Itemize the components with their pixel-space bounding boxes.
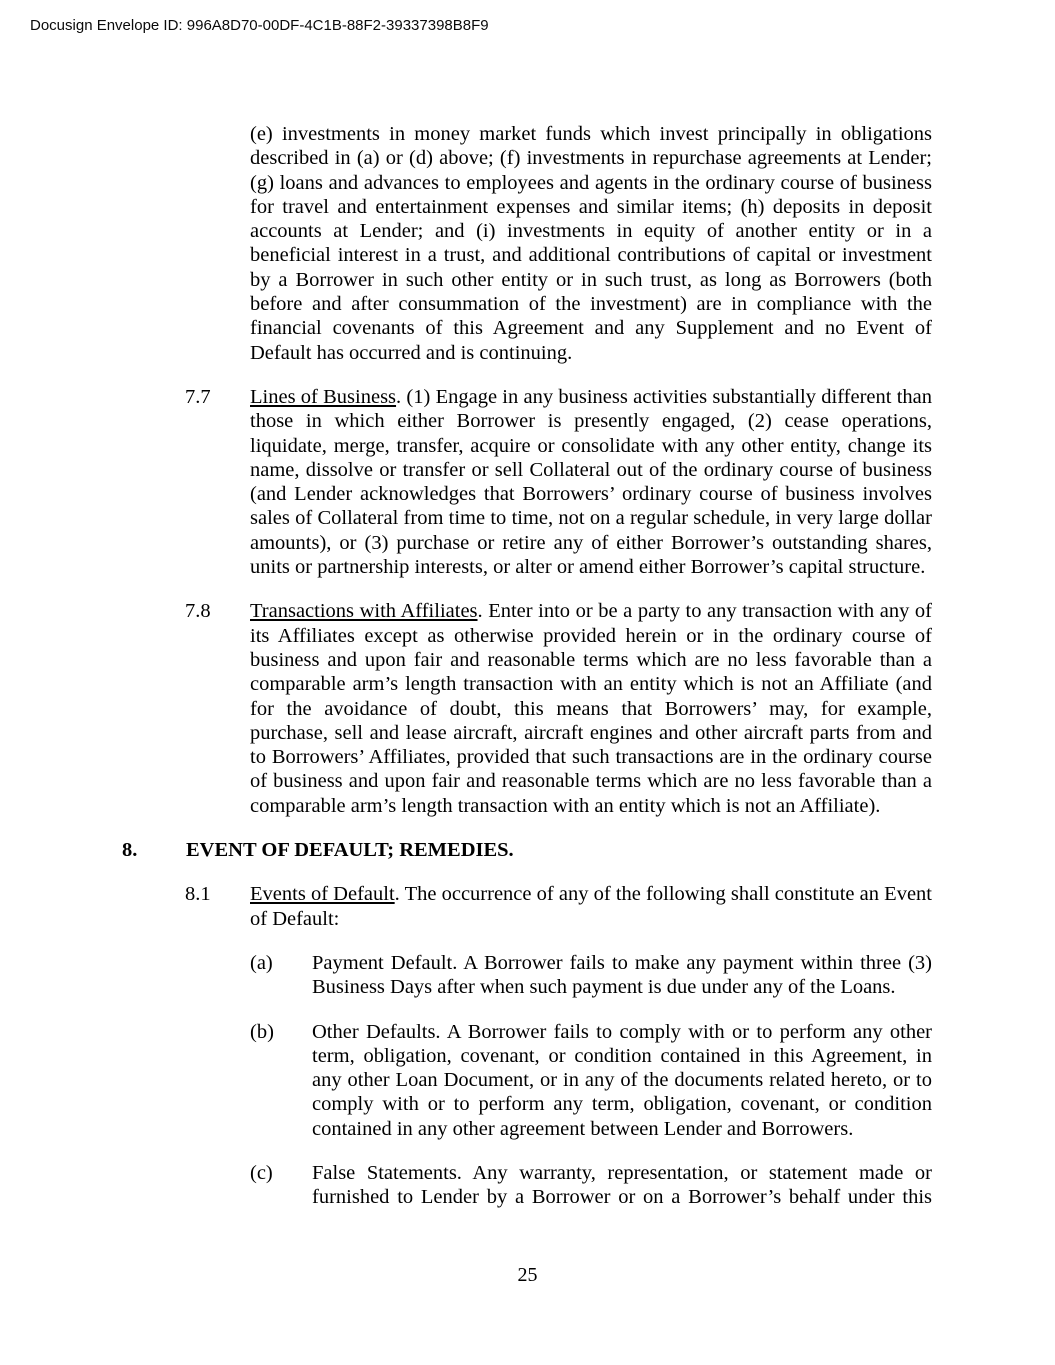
page-number: 25 — [517, 1264, 538, 1286]
section-8-1-body — [250, 882, 932, 931]
document-content — [0, 122, 1055, 1230]
section-7-7-number: 7.7 — [185, 385, 211, 408]
section-8-1-title: Events of Default — [250, 883, 395, 906]
section-7-8-text: . Enter into or be a party to any transaction with any of its Affiliates except as otherwise provided herein or in the ordinary course of business and upon fair and reasonable terms which are no less favorable than a comparable arm’s length transaction with an entity which is not an Affiliate (and for the avoidance of doubt, this means that Borrowers’ may, for example, purchase, sell and lease aircraft, aircraft engines and other aircraft parts from and to Borrowers’ Affiliates, provided that such transactions are in the ordinary course of business and upon fair and reasonable terms which are no less favorable than a comparable arm’s length transaction with an entity which is not an Affiliate). — [250, 600, 932, 817]
docusign-envelope-id: Docusign Envelope ID: 996A8D70-00DF-4C1B-88F2-39337398B8F9 — [30, 17, 489, 34]
subitem-a-text: Payment Default. A Borrower fails to make any payment within three (3) Business Days after when such payment is due under any of the Loans. — [312, 951, 932, 999]
article-8-title: EVENT OF DEFAULT; REMEDIES. — [186, 839, 514, 862]
section-7-7 — [185, 385, 1055, 579]
section-8-1-text: . The occurrence of any of the following shall constitute an Event of Default: — [250, 883, 932, 930]
section-8-1 — [185, 882, 1055, 931]
paragraph-covenants-e: (e) investments in money market funds which invest principally in obligations described in (a) or (d) above; (f) investments in repurchase agreements at Lender; (g) loans and advances to employees and agents in the ordinary course of business for travel and entertainment expenses and similar items; (h) deposits in deposit accounts at Lender; and (i) investments in equity of another entity or in a beneficial interest in a trust, and additional contributions of capital or investment by a Borrower in such other entity or in such trust, as long as Borrowers (both before and after consummation of the investment) are in compliance with the financial covenants of this Agreement and any Supplement and no Event of Default has occurred and is continuing. — [250, 123, 932, 364]
section-7-8-title: Transactions with Affiliates — [250, 600, 478, 623]
section-7-8-number: 7.8 — [185, 600, 211, 623]
section-7-8-body — [250, 599, 932, 818]
subitem-b — [250, 1020, 1055, 1141]
subitem-a-label: (a) — [250, 951, 273, 974]
section-7-7-body — [250, 385, 932, 579]
section-7-7-text: . (1) Engage in any business activities substantially different than those in which either Borrower is presently engaged, (2) cease operations, liquidate, merge, transfer, acquire or consolidate with any other entity, change its name, dissolve or transfer or sell Collateral out of the ordinary course of business (and Lender acknowledges that Borrowers’ ordinary course of business involves sales of Collateral from time to time, not on a regular schedule, in very large dollar amounts), or (3) purchase or retire any of either Borrower’s outstanding shares, units or partnership interests, or alter or amend either Borrower’s capital structure. — [250, 385, 932, 579]
subitem-b-label: (b) — [250, 1020, 274, 1043]
section-8-1-number: 8.1 — [185, 883, 211, 906]
subitem-c-label: (c) — [250, 1161, 273, 1184]
subitem-c — [250, 1161, 1055, 1210]
subitem-c-text: False Statements. Any warranty, representation, or statement made or furnished to Lender by a Borrower or on a Borrower’s behalf under this — [312, 1161, 932, 1209]
article-8-heading — [122, 838, 1055, 862]
section-7-7-title: Lines of Business — [250, 385, 397, 408]
article-8-number: 8. — [122, 839, 138, 862]
subitem-a — [250, 951, 1055, 1000]
subitem-b-text: Other Defaults. A Borrower fails to comply with or to perform any other term, obligation, covenant, or condition contained in this Agreement, in any other Loan Document, or in any of the documents related hereto, or to comply with or to perform any term, obligation, covenant, or condition contained in any other agreement between Lender and Borrowers. — [312, 1020, 932, 1140]
section-7-8 — [185, 599, 1055, 818]
